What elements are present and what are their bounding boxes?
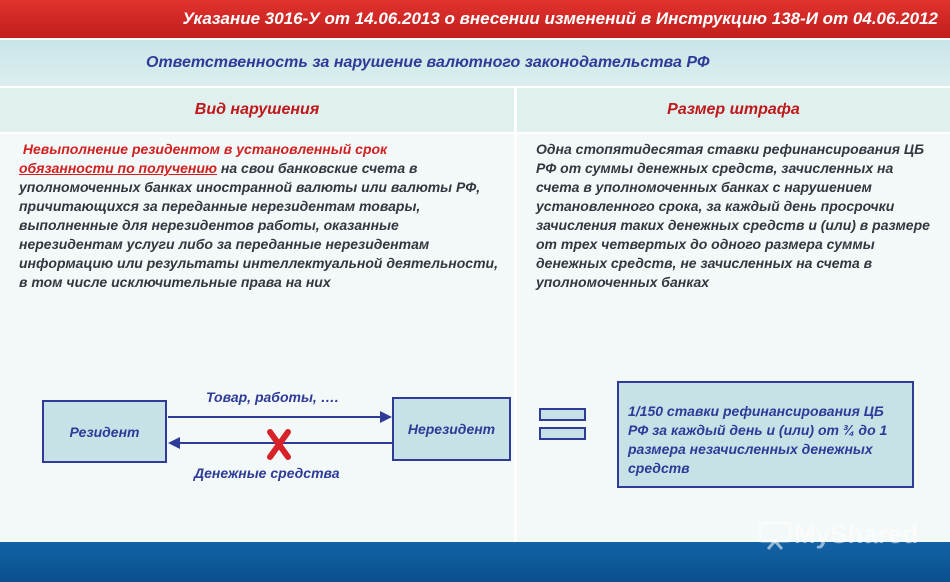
presentation-icon: [758, 520, 794, 550]
column-header-fine: [517, 88, 950, 132]
nonresident-box: [392, 397, 511, 461]
equals-sign-bottom: [539, 427, 586, 440]
fine-description: Одна стопятидесятая ставки рефинансирования ЦБ РФ от суммы денежных средств, зачисленных на счета в уполномоченных банках с нарушением установленного срока, за каждый день просрочки зачисления таких денежных средств и (или) в размере от трех четвертых до одного размера суммы денежных средств, не зачисленных на счета в уполномоченных банках: [536, 141, 930, 290]
header-bar: [0, 0, 950, 38]
violation-description: [19, 140, 504, 292]
violation-rest-text: на свои банковские счета в уполномоченных банках иностранной валюты или валюты РФ, причитающихся за переданные нерезидентам товары, выполненные для нерезидентов работы, оказанные нерезидентам услуги либо за переданные нерезидентам информацию или результаты интеллектуальной деятельности, в том числе исключительные права на них: [19, 160, 498, 290]
nonresident-label: Нерезидент: [407, 421, 496, 437]
goods-flow-label: Товар, работы, ….: [206, 389, 339, 405]
violation-underlined-text: обязанности по получению: [19, 160, 218, 176]
cross-icon: [270, 432, 288, 457]
flow-arrows: [160, 400, 400, 470]
fine-header-label: Размер штрафа: [667, 101, 800, 118]
violation-red-text: Невыполнение резидентом в установленный срок: [22, 141, 388, 157]
section-subtitle: [0, 40, 950, 86]
watermark-text: MyShared: [794, 519, 919, 549]
money-flow-label: Денежные средства: [194, 465, 340, 481]
fine-summary-text: 1/150 ставки рефинансирования ЦБ РФ за каждый день и (или) от ¾ до 1 размера незачисленных денежных средств: [628, 403, 888, 476]
resident-label: Резидент: [69, 423, 140, 440]
subtitle-text: Ответственность за нарушение валютного законодательства РФ: [146, 54, 710, 71]
violation-header-label: Вид нарушения: [194, 101, 320, 118]
equals-sign-top: [539, 408, 586, 421]
watermark-logo: [758, 519, 918, 550]
column-header-violation: [0, 88, 514, 132]
goods-arrow: [168, 411, 392, 423]
page-title: Указание 3016-У от 14.06.2013 о внесении изменений в Инструкцию 138-И от 04.06.2012: [182, 9, 938, 28]
resident-box: [42, 400, 167, 463]
fine-summary-box: [617, 381, 914, 488]
